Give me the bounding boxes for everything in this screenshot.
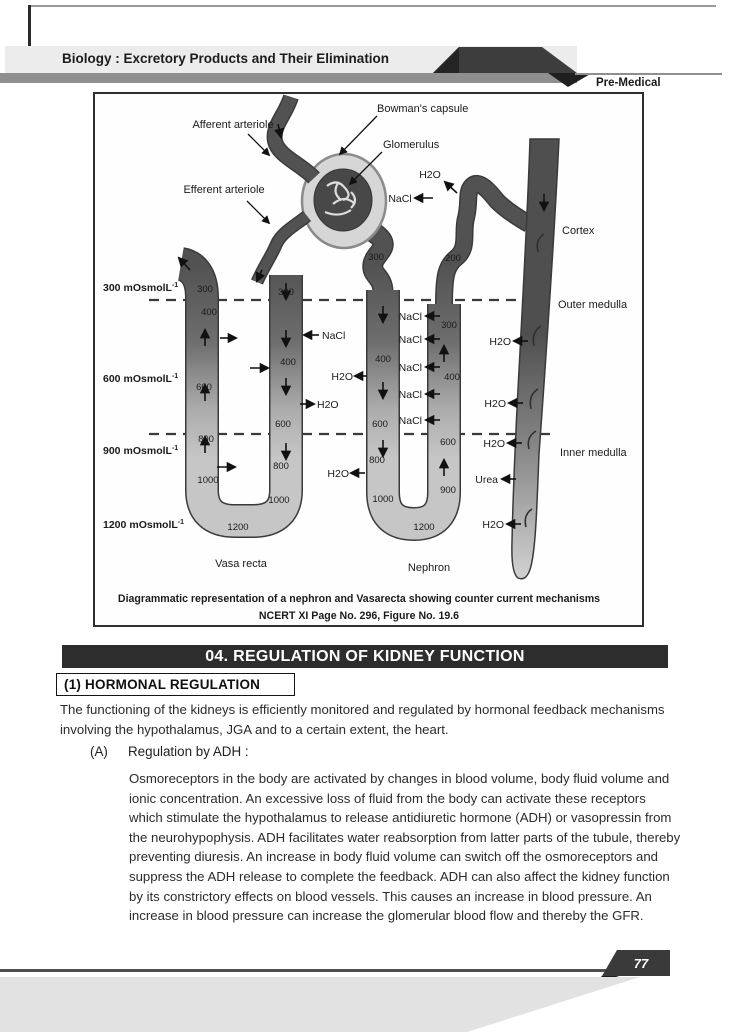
h2o-cortex-label: H2O: [419, 169, 441, 181]
header-right-line: [575, 73, 722, 75]
nacl-asc-label-5: NaCl: [398, 415, 422, 427]
vasa-bottom-value: 1200: [227, 522, 249, 533]
nacl-into-vasa-label: NaCl: [322, 330, 346, 342]
dct-value: 200: [445, 253, 461, 264]
vasa-right-value: 800: [273, 461, 289, 472]
collecting-duct: [512, 139, 559, 579]
figure-box: [93, 92, 644, 627]
nephron-desc-value: 1000: [372, 494, 394, 505]
nacl-asc-label-1: NaCl: [398, 311, 422, 323]
section-title-bar: 04. REGULATION OF KIDNEY FUNCTION: [62, 645, 668, 668]
scale-600: 600 mOsmolL$^{-1}$: [103, 373, 179, 385]
henle-loop-tube: [383, 290, 444, 524]
header-top-line: [28, 5, 716, 7]
item-a-heading: Regulation by ADH :: [128, 744, 249, 759]
bowman-leader: [340, 116, 377, 154]
brand-label: Pre-Medical: [596, 77, 661, 89]
vasa-recta-label: Vasa recta: [215, 558, 267, 570]
figure-source: NCERT XI Page No. 296, Figure No. 19.6: [258, 610, 460, 622]
vasa-left-value: 600: [196, 382, 212, 393]
subsection-title-box: (1) HORMONAL REGULATION: [56, 673, 295, 696]
vasa-left-value: 300: [197, 284, 213, 295]
footer-line: [0, 969, 614, 972]
cortex-label: Cortex: [562, 225, 595, 237]
page-number: 77: [633, 956, 649, 971]
nephron-asc-value: 900: [440, 485, 456, 496]
item-a-marker: (A): [90, 744, 108, 759]
nacl-asc-label-4: NaCl: [398, 389, 422, 401]
nephron-bottom-value: 1200: [413, 522, 435, 533]
nephron-asc-value: 400: [444, 372, 460, 383]
nacl-asc-label-3: NaCl: [398, 362, 422, 374]
h2o-out-vasa-label: H2O: [317, 399, 339, 411]
vasa-right-value: 400: [280, 357, 296, 368]
nephron-diagram: [95, 94, 642, 625]
scale-300: 300 mOsmolL$^{-1}$: [103, 282, 179, 294]
h2o-duct-label-1: H2O: [489, 336, 511, 348]
nephron-desc-value: 300: [368, 252, 384, 263]
nephron-desc-value: 400: [375, 354, 391, 365]
item-a-body: Osmoreceptors in the body are activated by changes in blood volume, body fluid volume and ionic concentration. An excessive loss of fluid from the body can activate these receptors which stimulate the hypothalamus to release antidiuretic hormone (ADH) or vasopressin from the neurohypophysis. ADH facilitates water reabsorption from latter parts of the tubule, thereby preventing diuresis. An increase in body fluid volume can switch off the osmoreceptors and suppress the ADH release to complete the feedback. ADH can also affect the kidney function by its constrictory effects on blood vessels. This causes an increase in blood pressure. An increase in blood pressure can increase the glomerular blood flow and thereby the GFR.: [129, 771, 681, 924]
h2o-duct-label-2: H2O: [484, 398, 506, 410]
h2o-desc-label-1: H2O: [331, 371, 353, 383]
nacl-asc-label-2: NaCl: [398, 334, 422, 346]
ribbon-left-fold: [433, 47, 459, 73]
efferent-arteriole-tube: [257, 216, 307, 282]
outer-medulla-label: Outer medulla: [558, 299, 628, 311]
afferent-arteriole-label: Afferent arteriole: [192, 119, 274, 131]
efferent-arteriole-label: Efferent arteriole: [183, 184, 265, 196]
header-left-tick: [28, 5, 31, 47]
bowmans-capsule-label: Bowman's capsule: [377, 103, 469, 115]
nacl-cortex-label: NaCl: [388, 193, 412, 205]
vasa-left-value: 1000: [197, 475, 219, 486]
h2o-desc-label-2: H2O: [327, 468, 349, 480]
vasa-right-value: 300: [278, 287, 294, 298]
inner-medulla-label: Inner medulla: [560, 447, 627, 459]
nephron-label: Nephron: [407, 562, 451, 574]
vasa-left-value: 400: [201, 307, 217, 318]
glomerulus-label: Glomerulus: [383, 139, 440, 151]
figure-caption: Diagrammatic representation of a nephron and Vasarecta showing counter current mechanisms: [117, 593, 601, 605]
chapter-title: Biology : Excretory Products and Their Elimination: [62, 51, 390, 66]
nephron-desc-value: 800: [369, 455, 385, 466]
vasa-left-value: 800: [198, 434, 214, 445]
scale-1200: 1200 mOsmolL$^{-1}$: [103, 519, 185, 531]
intro-paragraph: The functioning of the kidneys is efficiently monitored and regulated by hormonal feedback mechanisms involving the hypothalamus, JGA and to a certain extent, the heart.: [60, 702, 665, 737]
urea-label: Urea: [475, 474, 498, 486]
vasa-right-value: 600: [275, 419, 291, 430]
vasa-right-value: 1000: [268, 495, 290, 506]
h2o-duct-label-3: H2O: [483, 438, 505, 450]
ribbon-right-fold: [548, 73, 592, 87]
h2o-duct-label-4: H2O: [482, 519, 504, 531]
scale-900: 900 mOsmolL$^{-1}$: [103, 445, 179, 457]
nephron-desc-value: 600: [372, 419, 388, 430]
afferent-leader: [248, 134, 269, 155]
footer-corner-shape: [0, 977, 640, 1032]
header-ribbon-icon: [425, 40, 605, 92]
nephron-asc-value: 300: [441, 320, 457, 331]
nephron-asc-value: 600: [440, 437, 456, 448]
efferent-leader: [247, 201, 269, 223]
